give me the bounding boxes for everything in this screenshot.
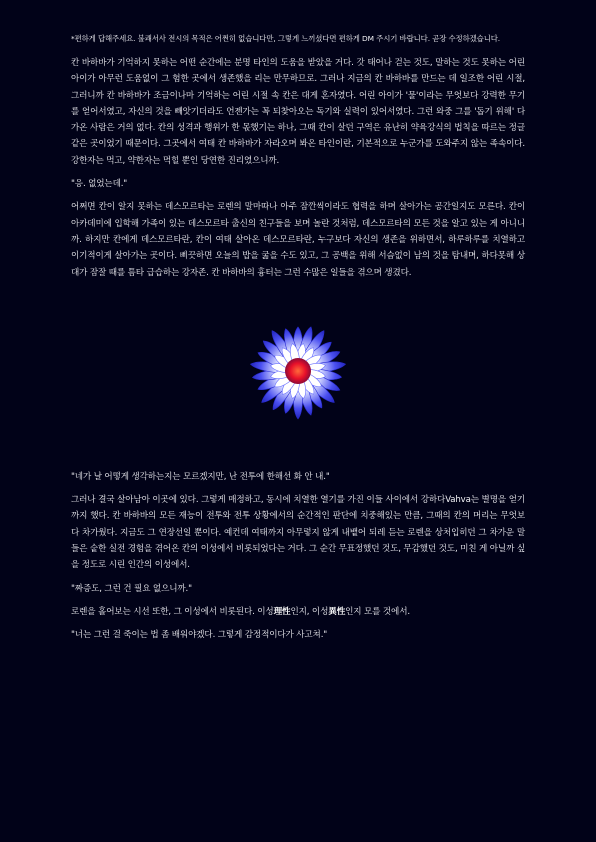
- dialogue-2: "네가 날 어떻게 생각하는지는 모르겠지만, 난 전투에 한해선 화 안 내.": [71, 471, 330, 482]
- dialogue-4: "너는 그런 걸 죽이는 법 좀 배워야겠다. 그렇게 감정적이다가 사고쳐.": [71, 630, 328, 641]
- paragraph-3: 그러나 결국 살아남아 이곳에 있다. 그렇게 매정하고, 동시에 치열한 열기를 가진 이들 사이에서 강하다Vahva는 별명을 얻기까지 했다. 칸 바하바의 모든 재능이 전투와 전투 상황에서의 순간적인 판단에 치중해있는 만큼, 그때의 칸의 머리는 무엇보다 차가웠다. 지금도 그 연장선일 뿐이다. 예컨데 여태까지 아무렇지 않게 내뱉어 되레 듣는 로렌을 상처입히던 그 차가운 말들은 숱한 실전 경험을 겪어온 칸의 이성에서 비롯되었다는 거다. 그 순간 무표정했던 것도, 무감했던 것도, 미친 게 아닐까 싶을 정도로 시린 인간의 이성에서.: [71, 495, 525, 571]
- paragraph-2: 어쩌면 칸이 알지 못하는 데스모르타는 로렌의 말마따나 아주 잠깐씩이라도 협력을 하며 살아가는 공간일지도 모른다. 칸이 아카데미에 입학해 가족이 있는 데스모르타 출신의 친구들을 보며 놀란 것처럼, 데스모르타의 모든 것을 알고 있는 게 아니니까. 하지만 칸에게 데스모르타란, 칸이 여태 살아온 데스모르타란, 누구보다 자신의 생존을 위하면서, 하루하루를 치열하고 이기적이게 살아가는 곳이다. 삐끗하면 오늘의 밥을 굶을 수도 있고, 그 공백을 위해 서슴없이 남의 것을 탐내며, 하다못해 상대가 잠잘 때를 틈타 급습하는 강자존. 칸 바하바의 흉터는 그런 수많은 일들을 겪으며 생겼다.: [71, 202, 525, 278]
- flower-center: [285, 358, 311, 384]
- author-note: *편하게 답해주세요. 불쾌서사 전시의 목적은 어쩐히 없습니다만, 그렇게 느끼셨다면 편하게 DM 주시기 바랍니다. 곧장 수정하겠습니다.: [71, 34, 501, 43]
- rational-pre: 로렌을 홀어보는 시선 또한, 그 이성에서 비롯된다. 이성: [71, 606, 274, 617]
- flower-image-container: [71, 319, 525, 423]
- dialogue-1: "응. 없었는데.": [71, 179, 128, 190]
- rational-hanja-2: 異性: [328, 606, 346, 617]
- blue-flower-image: [246, 319, 350, 423]
- dialogue-3: "짜증도, 그런 건 필요 없으니까.": [71, 583, 192, 594]
- rational-hanja-1: 理性: [273, 606, 291, 617]
- paragraph-1: 칸 바하바가 기억하지 못하는 어떤 순간에는 분명 타인의 도움을 받았을 거다. 갓 태어나 걷는 것도, 말하는 것도 못하는 어린 아이가 아무런 도움없이 그 험한 곳에서 생존했을 리는 만무하므로. 그러나 지금의 칸 바하바를 만드는 데 일조한 어린 시절, 그러니까 칸 바하바가 조금이나마 기억하는 어린 시절 속 칸은 대게 혼자였다. 어린 아이가 '물'이라는 무엇보다 강력한 무기를 얻어서였고, 자신의 것을 빼앗기더라도 언젠가는 꼭 되찾아오는 독기와 실력이 있어서였다. 그런 와중 그를 '돕기 위해' 다가온 사람은 거의 없다. 칸의 성격과 행위가 한 몫했기는 하나, 그때 칸이 살던 구역은 유난히 약육강식의 법칙을 따르는 정글같은 곳이었기 때문이다. 그곳에서 여태 칸 바하바가 자라오며 봐온 타인이란, 기본적으로 누군가를 도와주지 않는 족속이다. 강한자는 먹고, 약한자는 먹힐 뿐인 당연한 진리였으니까.: [71, 58, 525, 166]
- rational-mid: 인지, 이성: [290, 606, 329, 617]
- rational-post: 인지 모를 것에서.: [345, 606, 410, 617]
- paragraph-4: [71, 604, 525, 620]
